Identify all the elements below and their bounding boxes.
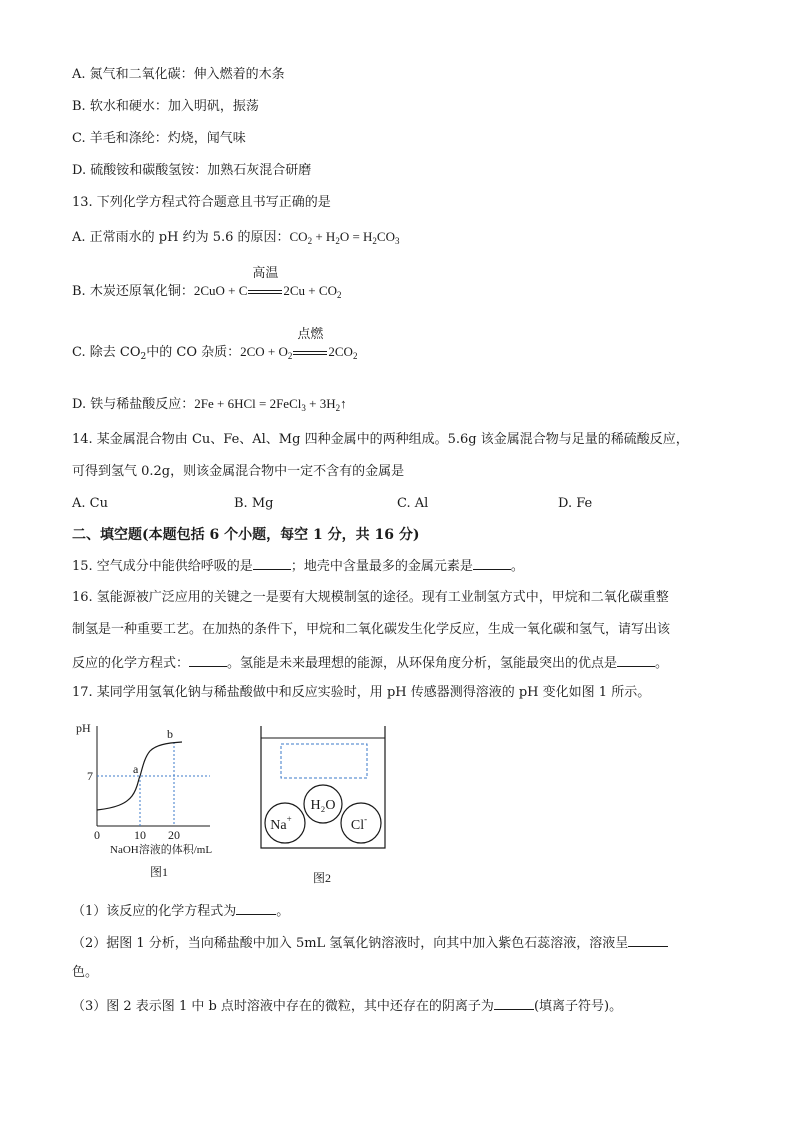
- option-13d-formula: 2Fe + 6HCl = 2FeCl$_3$ + $3H_2↑$: [194, 396, 347, 413]
- figure-1-point-a: a: [133, 762, 139, 776]
- figure-1-xtick-20: 20: [168, 828, 180, 842]
- option-13a-text: A. 正常雨水的 pH 约为 5.6 的原因：: [72, 230, 290, 245]
- question-16-line3a: 反应的化学方程式：: [72, 656, 190, 671]
- figure-1-ylabel: pH: [76, 721, 91, 735]
- figure-1-xlabel: NaOH溶液的体积/mL: [110, 844, 213, 856]
- question-17-1-text: （1）该反应的化学方程式为: [72, 904, 237, 919]
- blank-16-2[interactable]: [617, 653, 655, 667]
- question-15-part1: 15. 空气成分中能供给呼吸的是: [72, 559, 253, 574]
- question-13-stem: 13. 下列化学方程式符合题意且书写正确的是: [72, 195, 331, 210]
- question-16-line3b: 。氢能是未来最理想的能源，从环保角度分析，氢能最突出的优点是: [227, 656, 618, 671]
- question-15: [72, 556, 524, 576]
- blank-15-1[interactable]: [253, 556, 291, 570]
- question-16-line1: 16. 氢能源被广泛应用的关键之一是要有大规模制氢的途径。现有工业制氢方式中，甲烷和二氧化碳重整: [72, 590, 669, 605]
- figure-2-caption: 图2: [313, 871, 332, 885]
- option-13b-formula: 2CuO + C 高温 $2Cu + CO_2$: [193, 265, 342, 300]
- question-17-stem: 17. 某同学用氢氧化钠与稀盐酸做中和反应实验时，用 pH 传感器测得溶液的 pH 变化如图 1 所示。: [72, 685, 651, 700]
- question-15-part2: ；地壳中含量最多的金属元素是: [290, 559, 473, 574]
- option-13c: C. 除去 $CO_2$中的 CO 杂质：$2CO + O_2$ 点燃 $2CO_2$: [72, 326, 358, 362]
- question-16-line2: 制氢是一种重要工艺。在加热的条件下，甲烷和二氧化碳发生化学反应，生成一氧化碳和氢气，请写出该: [72, 622, 671, 637]
- option-13a-formula: $CO_2 + H_2O = H_2CO_3$: [289, 229, 400, 246]
- question-17-3-text: （3）图 2 表示图 1 中 b 点时溶液中存在的微粒，其中还存在的阴离子为: [72, 999, 494, 1014]
- section-2-title: 二、填空题(本题包括 6 个小题，每空 1 分，共 16 分): [72, 527, 420, 543]
- question-17-2: [72, 933, 668, 953]
- blank-17-3[interactable]: [494, 996, 534, 1010]
- question-16-line3c: 。: [655, 656, 669, 671]
- question-17-1: [72, 901, 289, 921]
- question-16-line3: [72, 653, 668, 673]
- option-13b: [72, 265, 342, 304]
- option-13c-text-2: 中的 CO 杂质：: [146, 345, 241, 360]
- question-14-line1: 14. 某金属混合物由 Cu、Fe、Al、Mg 四种金属中的两种组成。5.6g 该金属混合物与足量的稀硫酸反应，: [72, 432, 689, 447]
- option-13a: [72, 228, 399, 250]
- figure-1-xtick-10: 10: [134, 828, 146, 842]
- option-12c: C. 羊毛和涤纶：灼烧，闻气味: [72, 131, 246, 146]
- blank-17-2[interactable]: [628, 933, 668, 947]
- figure-1-caption: 图1: [150, 865, 169, 879]
- option-12b: B. 软水和硬水：加入明矾，振荡: [72, 99, 259, 114]
- blank-16-1[interactable]: [189, 653, 227, 667]
- figure-1-ytick-7: 7: [87, 769, 93, 783]
- figure-2-beaker: [255, 722, 395, 887]
- blank-15-2[interactable]: [473, 556, 511, 570]
- question-17-3: [72, 996, 622, 1016]
- question-14-line2: 可得到氢气 0.2g，则该金属混合物中一定不含有的金属是: [72, 464, 405, 479]
- condition-high-temp: 高温: [252, 265, 279, 280]
- option-13d: [72, 395, 347, 417]
- question-17-2-text: （2）据图 1 分析，当向稀盐酸中加入 5mL 氢氧化钠溶液时，向其中加入紫色石蕊溶液，溶液呈: [72, 936, 629, 951]
- option-14d: D. Fe: [558, 496, 593, 511]
- option-14a: A. Cu: [72, 496, 108, 511]
- condition-ignite: 点燃: [297, 326, 324, 341]
- figure-1-ph-curve: [70, 718, 250, 883]
- question-17-1-end: 。: [276, 904, 290, 919]
- option-13c-formula: $2CO + O_2$ 点燃 $2CO_2$: [240, 326, 358, 361]
- option-14b: B. Mg: [234, 496, 274, 511]
- option-12d: D. 硫酸铵和碳酸氢铵：加熟石灰混合研磨: [72, 163, 312, 178]
- question-17-2-cont: 色。: [72, 965, 99, 980]
- question-17-3-end: (填离子符号)。: [533, 999, 623, 1014]
- option-12a: A. 氮气和二氧化碳：伸入燃着的木条: [72, 67, 285, 82]
- particle-na: Na+: [270, 814, 292, 833]
- option-13d-text: D. 铁与稀盐酸反应：: [72, 397, 195, 412]
- figure-1-point-b: b: [167, 727, 173, 741]
- figure-1-xtick-0: 0: [94, 828, 100, 842]
- question-15-part3: 。: [510, 559, 524, 574]
- question-14-options: [72, 495, 732, 513]
- blank-17-1[interactable]: [236, 901, 276, 915]
- particle-water: H₂O: [310, 798, 336, 813]
- option-14c: C. Al: [397, 496, 429, 511]
- particle-cl: Cl-: [350, 814, 368, 833]
- option-13b-text: B. 木炭还原氧化铜：: [72, 284, 194, 299]
- option-13c-text-1: C. 除去 CO: [72, 345, 141, 360]
